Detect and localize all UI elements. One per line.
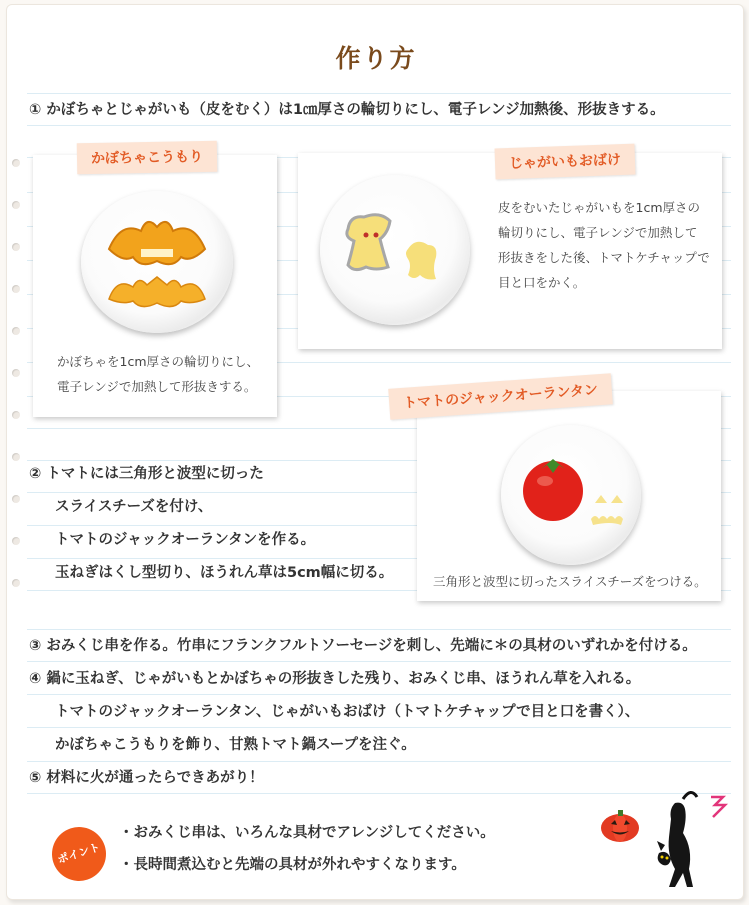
potato-ghost-tag: じゃがいもおばけ — [495, 144, 636, 180]
tomato-jack-tag: トマトのジャックオーランタン — [388, 373, 613, 419]
step-2-line-1: ② トマトには三角形と波型に切った — [29, 466, 264, 482]
potato-ghost-card — [298, 153, 722, 349]
point-item-2: ・長時間煮込むと先端の具材が外れやすくなります。 — [119, 857, 466, 873]
black-cat-icon — [653, 789, 715, 891]
step-4-line-2: トマトのジャックオーランタン、じゃがいもおばけ（トマトケチャップで目と口を書く）、 — [55, 704, 640, 720]
tomato-jack-card — [417, 391, 721, 601]
tomato-jack-image — [501, 425, 641, 565]
pumpkin-plate — [81, 191, 233, 333]
pumpkin-caption: かぼちゃを1cm厚さの輪切りにし、 電子レンジで加熱して形抜きする。 — [57, 354, 260, 394]
step-3: ③ おみくじ串を作る。竹串にフランクフルトソーセージを刺し、先端に＊の具材のいずれかを付ける。 — [29, 638, 697, 654]
pumpkin-bat-image — [81, 191, 233, 333]
point-item-1: ・おみくじ串は、いろんな具材でアレンジしてください。 — [119, 825, 495, 841]
step-2-line-4: 玉ねぎはくし型切り、ほうれん草は5cm幅に切る。 — [55, 565, 394, 581]
page-title: 作り方 — [335, 44, 417, 73]
step-4-line-1: ④ 鍋に玉ねぎ、じゃがいもとかぼちゃの形抜きした残り、おみくじ串、ほうれん草を入れる。 — [29, 671, 641, 687]
pumpkin-icon — [599, 807, 641, 843]
surprise-mark-icon — [707, 793, 729, 819]
potato-plate — [320, 175, 470, 325]
tomato-caption: 三角形と波型に切ったスライスチーズをつける。 — [433, 574, 707, 589]
potato-caption: 皮をむいたじゃがいもを1cm厚さの 輪切りにし、電子レンジで加熱して 形抜きをした後、トマトケチャップで 目と口をかく。 — [498, 200, 710, 290]
pumpkin-bat-tag: かぼちゃこうもり — [77, 141, 218, 174]
recipe-paper — [6, 4, 744, 900]
point-badge: ポイント — [45, 820, 113, 888]
step-1: ① かぼちゃとじゃがいも（皮をむく）は1㎝厚さの輪切りにし、電子レンジ加熱後、形抜きする。 — [29, 102, 665, 118]
potato-ghost-image — [320, 175, 470, 325]
pumpkin-bat-card — [33, 155, 277, 417]
step-2-line-2: スライスチーズを付け、 — [55, 499, 213, 515]
tomato-plate — [501, 425, 641, 565]
step-5: ⑤ 材料に火が通ったらできあがり！ — [29, 770, 264, 786]
step-2-line-3: トマトのジャックオーランタンを作る。 — [55, 532, 316, 548]
step-4-line-3: かぼちゃこうもりを飾り、甘熟トマト鍋スープを注ぐ。 — [55, 737, 416, 753]
